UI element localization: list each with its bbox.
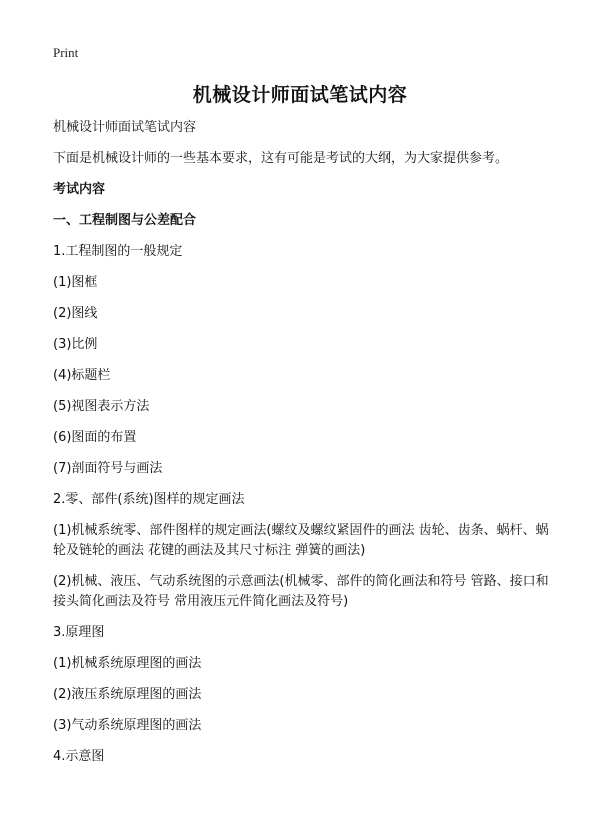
- subsection-heading: 4.示意图: [53, 749, 105, 764]
- print-link[interactable]: Print: [53, 45, 79, 60]
- subsection-heading: 3.原理图: [53, 625, 105, 640]
- document-title: 机械设计师面试笔试内容: [192, 84, 408, 106]
- document-body: [53, 118, 553, 767]
- list-item: (6)图面的布置: [53, 430, 137, 445]
- list-item: (1)机械系统原理图的画法: [53, 656, 202, 671]
- list-item: (3)比例: [53, 337, 98, 352]
- subsection-heading: 2.零、部件(系统)图样的规定画法: [53, 492, 245, 507]
- list-item: (1)图框: [53, 275, 98, 290]
- section-heading-exam-content: 考试内容: [53, 182, 106, 197]
- section-heading-drawing-tolerance: 一、工程制图与公差配合: [53, 213, 197, 228]
- list-item: (2)图线: [53, 306, 98, 321]
- list-item: (2)液压系统原理图的画法: [53, 687, 202, 702]
- subsection-heading: 1.工程制图的一般规定: [53, 244, 183, 259]
- intro-paragraph: 下面是机械设计师的一些基本要求，这有可能是考试的大纲，为大家提供参考。: [53, 151, 509, 166]
- list-item: (3)气动系统原理图的画法: [53, 718, 202, 733]
- list-item: (4)标题栏: [53, 368, 111, 383]
- list-item: (5)视图表示方法: [53, 399, 150, 414]
- subtitle-line: 机械设计师面试笔试内容: [53, 120, 197, 135]
- list-item: (2)机械、液压、气动系统图的示意画法(机械零、部件的简化画法和符号 管路、接口和接头简化画法及符号 常用液压元件简化画法及符号): [53, 574, 549, 609]
- list-item: (7)剖面符号与画法: [53, 461, 163, 476]
- list-item: (1)机械系统零、部件图样的规定画法(螺纹及螺纹紧固件的画法 齿轮、齿条、蜗杆、蜗轮及链轮的画法 花键的画法及其尺寸标注 弹簧的画法): [53, 523, 549, 558]
